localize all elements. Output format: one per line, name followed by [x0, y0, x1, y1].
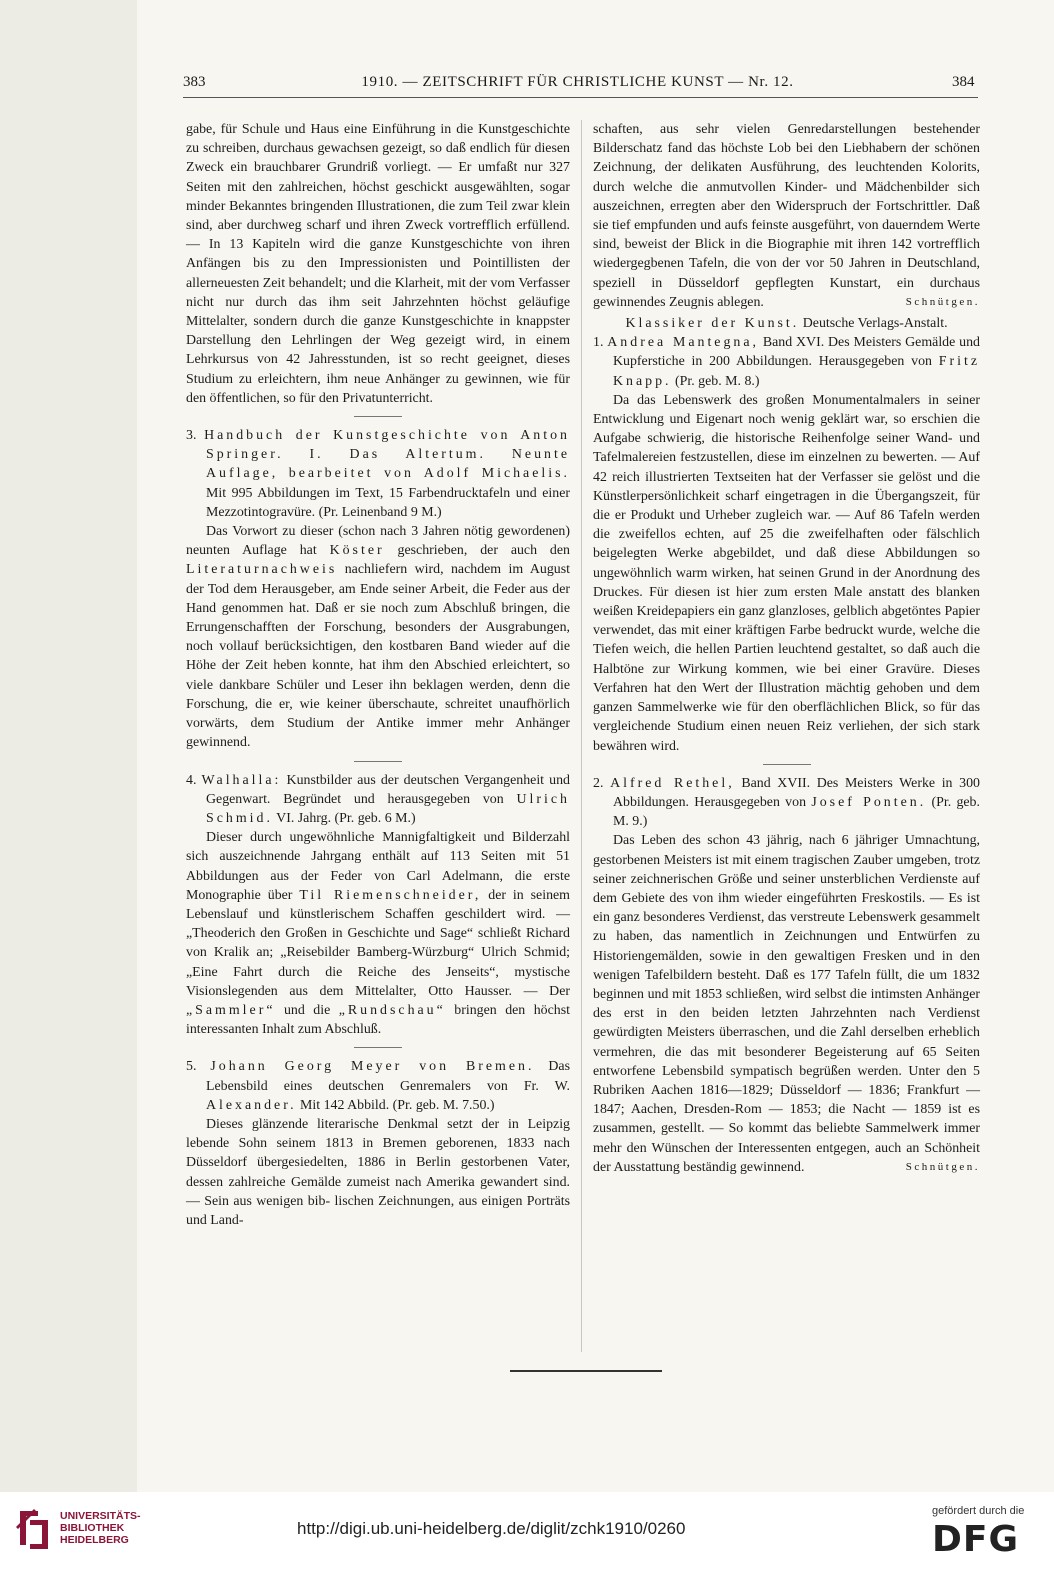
- entry-heading: 2. Alfred Rethel, Band XVII. Des Meisters Werke in 300 Abbildungen. Herausgegeben von Josef Ponten. (Pr. geb. M. 9.): [593, 775, 980, 830]
- paragraph: Dieses glänzende literarische Denkmal setzt der in Leipzig lebende Sohn seinem 1813 in Bremen geborenen, 1833 nach Düsseldorf übergesiedelten, 1886 in Berlin gestorbenen Vater, dessen zahlreiche Gemälde zumeist nach Amerika gewandert sind. — Sein aus wenigen bib- lischen Zeichnungen, aus einigen Porträts und Land-: [186, 1116, 570, 1228]
- entry-title: Johann Georg Meyer von Bremen.: [210, 1059, 535, 1075]
- running-title: 1910. — ZEITSCHRIFT FÜR CHRISTLICHE KUNST — Nr. 12.: [361, 74, 794, 90]
- funding-label: gefördert durch die: [932, 1505, 1025, 1517]
- signature: Schnütgen.: [905, 295, 980, 308]
- footer-bar: [0, 1492, 1054, 1575]
- entry-heading: 1. Andrea Mantegna, Band XVI. Des Meisters Gemälde und Kupferstiche in 200 Abbildungen. Herausgegeben von Fritz Knapp. (Pr. geb. M. 8.): [593, 335, 980, 389]
- paragraph: Das Vorwort zu dieser (schon nach 3 Jahren nötig gewordenen) neunten Auflage hat Köster geschrieben, der auch den Literaturnachweis nachliefern wird, nachdem im August der Tod dem Herausgeber, am Ende seiner Arbeit, die Feder aus der Hand genommen hat. Daß er sie noch zum Abschluß bringen, die Errungenschafften der Forschung, besonders der Ausgrabungen, noch vollauf berücksichtigen, den kostbaren Band wieder auf die Höhe der Zeit heben konnte, hat ihm den Abschied erleichtert, so viele dankbare Schüler und Leser ihn beklagen werden, denn die Forschung, die er, wie keiner überschaute, schreitet unaufhörlich vorwärts, dem Studium der Antike immer mehr Anhänger gewinnend.: [186, 524, 570, 751]
- section-divider: [354, 416, 402, 417]
- right-column: [593, 120, 980, 1177]
- university-logo-icon: [14, 1507, 54, 1553]
- institution-name: UNIVERSITÄTS- BIBLIOTHEK HEIDELBERG: [60, 1510, 141, 1546]
- paragraph: schaften, aus sehr vielen Genredarstellungen bestehender Bilderschatz fand das höchste Lob bei den Liebhabern der schönen Zeichnung, der delikaten Ausführung, des leuchtenden Kolorits, durch welche die anmutvollen Kinder- und Mädchenbilder sich auszeichnen, erregten aber den Widerspruch der Fortschrittler. Daß sie tief empfunden und aufs feinste ausgeführt, von dauerndem Werte sind, beweist der Blick in die Biographie mit ihren 142 vortrefflich wiedergegbenen Tafeln, die von der vor 50 Jahren in Deutschland, speziell in Düsseldorf gepflegten Kunstart, ein durchaus gewinnendes Zeugnis ablegen. Schnütgen.: [593, 120, 980, 312]
- section-divider: [354, 761, 402, 762]
- left-page-number: 383: [183, 74, 206, 90]
- end-rule: [510, 1370, 662, 1372]
- series-heading: Klassiker der Kunst. Deutsche Verlags-Anstalt.: [625, 316, 948, 332]
- paragraph: gabe, für Schule und Haus eine Einführung in die Kunstgeschichte zu schreiben, durchaus gewachsen gezeigt, so daß endlich für diesen Zweck ein brauchbarer Grundriß vorliegt. — Er umfaßt nur 327 Seiten mit den zahlreichen, höchst geschickt ausgewählten, sogar minder Bekanntes bringenden Illustrationen, die zum Teil zwar klein sind, aber durchweg scharf und ihren Zweck vortrefflich erfüllend. — In 13 Kapiteln wird die ganze Kunstgeschichte von ihren Anfängen bis zu den Impressionisten und Pointillisten der allerneuesten Zeit behandelt; und die Klarheit, mit der vom Verfasser nicht nur durch das ihm seit Jahrzehnten höchst geläufige Mittelalter, sondern durch die ganze Kunstgeschichte in knappster Darstellung den Lehrlingen der Weg gezeigt wird, in einem Lehrkursus von 42 Jahresstunden, ist so recht geeignet, dieses Studium zu erleichtern, ihm neue Anhänger zu gewinnen, wie für den öffentlichen, so für den Privatunterricht.: [186, 122, 570, 406]
- section-divider: [354, 1047, 402, 1048]
- entry-title: Alfred Rethel,: [610, 775, 735, 791]
- dfg-logo: DFG: [932, 1519, 1020, 1560]
- entry-title: Andrea Mantegna,: [607, 335, 760, 351]
- paragraph: Dieser durch ungewöhnliche Mannigfaltigkeit und Bilderzahl sich auszeichnende Jahrgang enthält auf 113 Seiten mit 51 Abbildungen aus der Feder von Carl Adelmann, die erste Monographie über Til Riemenschneider, der in seinem Lebenslauf und künstlerischem Schaffen geschildert wird. — „Theoderich den Großen in Geschichte und Sage“ schließt Richard von Kralik an; „Reisebilder Bamberg-Würzburg“ Ulrich Schmid; „Eine Fahrt durch die Reiche des Jenseits“, mystische Visionslegenden aus dem Mittelalter, Otto Hausser. — Der „Sammler“ und die „Rundschau“ bringen den höchst interessanten Inhalt zum Abschluß.: [186, 830, 570, 1038]
- entry-heading: 3. Handbuch der Kunstgeschichte von Anton Springer. I. Das Altertum. Neunte Auflage, bearbeitet von Adolf Michaelis. Mit 995 Abbildungen im Text, 15 Farbendrucktafeln und einer Mezzotintogravüre. (Pr. Leinenband 9 M.): [186, 428, 570, 520]
- header-rule: [183, 97, 978, 98]
- entry-title: Walhalla:: [201, 772, 282, 788]
- left-column: [186, 120, 570, 1230]
- entry-heading: 5. Johann Georg Meyer von Bremen. Das Lebensbild eines deutschen Genremalers von Fr. W. Alexander. Mit 142 Abbild. (Pr. geb. M. 7.50.): [186, 1059, 570, 1113]
- signature: Schnütgen.: [905, 1160, 980, 1173]
- paragraph: Da das Lebenswerk des großen Monumentalmalers in seiner Entwicklung und Eigenart noch wenig geklärt war, so erschien die Aufgabe schwierig, die historische Reihenfolge seiner Wand- und Tafelmalereien festzustellen, diese im einzelnen zu bewerten. — Auf 42 reich illustrierten Textseiten hat der Verfasser sie gelöst und die Künstlerpersönlichkeit scharf eingetragen in die Übergangszeit, für die er Produkt und Urheber zugleich war. — Auf 86 Tafeln werden die zweifellos echten, auf 25 die zweifelhaften oder fälschlich beigelegten Werke abgebildet, und daß diese Abbildungen so ungewöhnlich warm wirken, hat seinen Grund in der Anordnung des Druckes. Für diesen ist hier zum ersten Male anstatt des blanken weißen Kreidepapiers ein ganz glanzloses, gelblich abgetöntes Papier verwendet, das mit einer kräftigen Farbe bedruckt wurde, welche die Tiefen weich, die hellen Partien leuchtend gestaltet, so daß auch die Halbtöne zur Wirkung kommen, wie bei einer Gravüre. Dieses Verfahren hat den Wert der Illustration mächtig gehoben und dem ganzen Sammelwerke wie für den oberflächlichen Blick, so für das vergleichende Studium einen neuen Reiz verliehen, der sich stark bewähren wird.: [593, 392, 980, 754]
- column-divider: [581, 120, 582, 1352]
- right-page-number: 384: [952, 74, 975, 90]
- section-divider: [763, 764, 811, 765]
- paragraph: Das Leben des schon 43 jährig, nach 6 jähriger Umnachtung, gestorbenen Meisters ist mit einem tragischen Zauber umgeben, trotz seiner zeichnerischen Größe und seiner unsterblichen Verdienste auf dem Gebiete des von ihm wieder eingeführten Freskostils. — Es ist ein ganz besonderes Verdienst, das verstreute Lebenswerk gesammelt zu haben, das namentlich in Zeichnungen und Entwürfen zu Historiengemälden, sowie in den gewaltigen Fresken und in den wenigen Tafelbildern besteht. Daß es 177 Tafeln füllt, die um 1832 beginnen und mit 1853 schließen, wird selbst die intimsten Anhänger des erst in den beiden letzten Jahrzehnten nach Verdienst gewürdigten Meisters überraschen, und die Zahl derselben erheblich vermehren, die das mit besonderer Begeisterung auf 65 Seiten entworfene Lebensbild sympatisch begrüßen werden. Unter den 5 Rubriken Aachen 1816—1829; Düsseldorf — 1836; Frankfurt — 1847; Aachen, Dresden-Rom — 1853; die Nacht — 1859 ist es zusammen, gestellt. — So kommt das beliebte Sammelwerk immer mehr den Wünschen der Interessenten entgegen, auch an Schönheit der Ausstattung beständig gewinnend. Schnütgen.: [593, 831, 980, 1177]
- source-url-link[interactable]: http://digi.ub.uni-heidelberg.de/diglit/zchk1910/0260: [297, 1519, 686, 1538]
- entry-heading: 4. Walhalla: Kunstbilder aus der deutschen Vergangenheit und Gegenwart. Begründet und herausgegeben von Ulrich Schmid. VI. Jahrg. (Pr. geb. 6 M.): [186, 772, 570, 826]
- entry-title: Handbuch der Kunstgeschichte von Anton Springer. I. Das Altertum. Neunte Auflage, bearbeitet von Adolf Michaelis.: [204, 428, 570, 482]
